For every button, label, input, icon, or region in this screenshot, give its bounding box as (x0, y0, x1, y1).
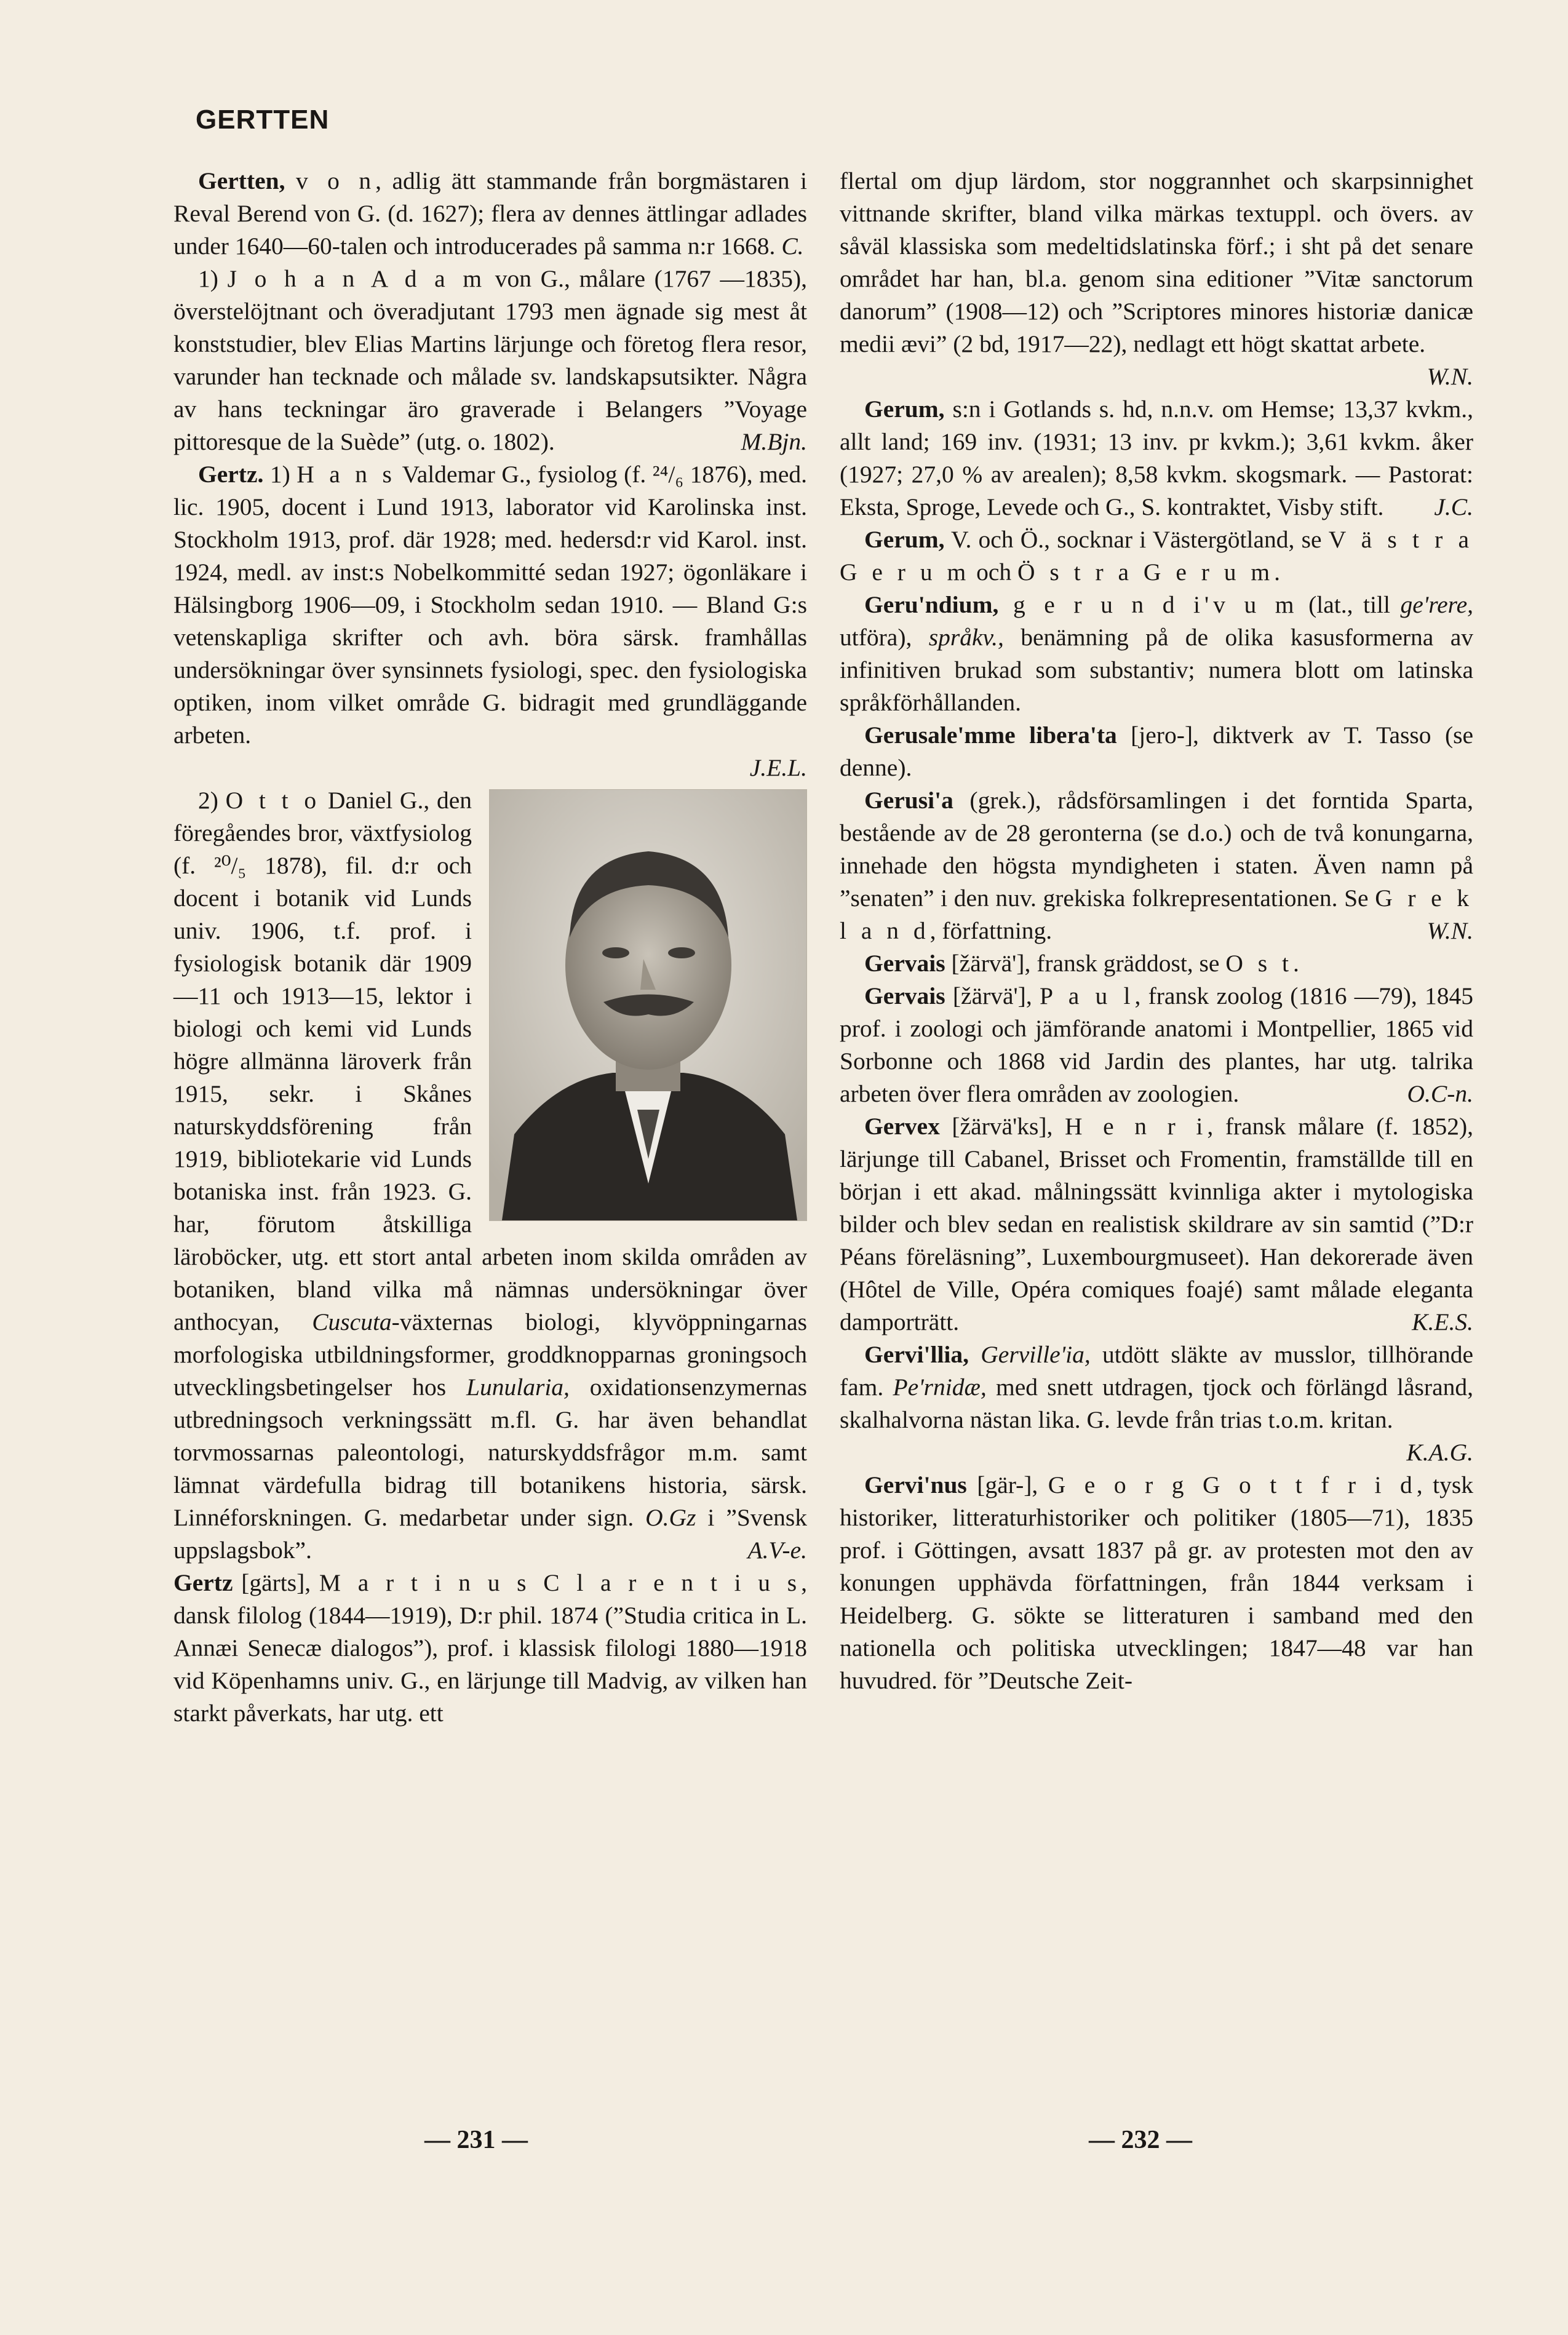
entry-number: 2) (198, 787, 226, 814)
right-column (840, 165, 1473, 1697)
entry-text: [žärvä'ks], (939, 1113, 1065, 1140)
headword: Gervi'llia, (864, 1341, 969, 1368)
headword: Gerum, (864, 396, 945, 423)
entry-gerum-gotland (840, 393, 1473, 523)
spaced-name: J o h a n A d a m (227, 265, 487, 292)
italic-term: O.Gz (645, 1504, 696, 1531)
entry-text: Valdemar G., fysiolog (f. ²⁴/₆ 1876), med. lic. 1905, docent i Lund 1913, laborator vid Karolinska inst. Stockholm 1913, prof. där 1928; med. hedersd:r vid Karol. inst. 1924, medl. av inst:s Nobelkommitté sedan 1927; ögonläkare i Hälsingborg 1906—09, i Stockholm sedan 1910. — Bland G:s vetenskapliga skrifter och avh. böra särsk. framhållas undersökningar över synsinnets fysiologi, spec. den fysiologiska optiken, inom vilket område G. bidragit med grundläggande arbeten. (173, 461, 807, 749)
entry-text: [gär-], (966, 1471, 1048, 1498)
entry-text: (grek.), rådsförsamlingen i det forntida Sparta, bestående av de 28 geronterna (se d.o.) och de två konungarna, innehade den högsta myndigheten i staten. Även namn på ”senaten” i den nuv. grekiska folkrepresentationen. Se (840, 787, 1473, 912)
entry-text: oxidationsenzymernas utbredningsoch verkningssätt m.fl. G. har även behandlat torvmossarnas paleontologi, naturskyddsfrågor m.m. samt lämnat värdefulla bidrag till botanikens historia, särsk. Linnéforskningen. G. medarbetar under sign. (173, 1374, 807, 1531)
signature: K.A.G. (1406, 1439, 1473, 1466)
italic-term: Cuscuta (312, 1308, 392, 1335)
headword: Gertz (173, 1569, 233, 1596)
signature: O.C-n. (1407, 1080, 1473, 1107)
spaced-name: G e o r g G o t t f r i d (1048, 1471, 1417, 1498)
entry-text: . (1274, 559, 1280, 586)
signature: A.V-e. (747, 1537, 807, 1564)
entry-gertz-martinus (173, 1567, 807, 1730)
entry-gerundium (840, 589, 1473, 719)
entry-text: , fransk målare (f. 1852), lärjunge till Cabanel, Brisset och Fromentin, framställde till en början i ett akad. målningssätt kvinnliga akter i mytologiska bilder och blev sedan en realistisk skildrare av sin samtid (”D:r Péans föreläsning”, Luxembourgmuseet). Han dekorerade även (Hôtel de Ville, Opéra comiques foajé) samt målade eleganta damporträtt. (840, 1113, 1474, 1335)
entry-gervex (840, 1110, 1473, 1339)
italic-term: Pe'rnidæ, (893, 1374, 987, 1401)
entry-johan-adam (173, 263, 807, 458)
entry-continuation (840, 165, 1473, 390)
italic-term: språkv., (928, 624, 1004, 651)
signature: W.N. (1427, 363, 1473, 390)
entry-gertz-hans (173, 458, 807, 784)
spaced-name: O t t o (225, 787, 321, 814)
portrait-image (490, 790, 806, 1220)
entry-text: och (970, 559, 1017, 586)
headword: Gerusi'a (864, 787, 953, 814)
entry-number: 1) (263, 461, 297, 488)
entry-gervinus (840, 1469, 1473, 1697)
headword: Gervais (864, 982, 945, 1009)
entry-text: , fransk zoolog (1816 —79), 1845 prof. i zoologi och jämförande anatomi i Montpellier, 1865 vid Sorbonne och 1868 vid Jardin des plantes, har utg. talrika arbeten över flera områden av zoologien. (840, 982, 1473, 1107)
entry-number: 1) (198, 265, 228, 292)
entry-text: -växternas biologi, klyvöppningarnas morfologiska utbildningsformer, groddknopparnas groningsoch utvecklingsbetingelser hos (173, 1308, 807, 1401)
spaced-name: P a u l (1039, 982, 1135, 1009)
page-number-left: — 231 — (424, 2126, 528, 2154)
headword: Gerum, (864, 526, 945, 553)
spaced-name: O s t (1225, 950, 1293, 977)
headword: Gervais (864, 950, 945, 977)
entry-text: Daniel G., den föregåendes bror, växtfysiolog (f. ²⁰/₅ 1878), fil. d:r och docent i botanik vid Lunds univ. 1906, t.f. prof. i fysiologisk botanik där 1909—11 och 1913—15, lektor i biologi och kemi vid Lunds högre allmänna läroverk från 1915, sekr. i Skånes naturskyddsförening från 1919, bibliotekarie vid Lunds botaniska inst. från 1923. G. har, förutom åtskilliga läroböcker, utg. ett stort antal arbeten inom skilda områden av botaniken, bland vilka må nämnas undersökningar över anthocyan, (173, 787, 807, 1335)
entry-gertten (173, 165, 807, 263)
signature: C. (781, 233, 804, 260)
entry-text: i ”Svensk uppslagsbok”. (173, 1504, 807, 1564)
spaced-name: v o n (295, 167, 376, 194)
left-column (173, 165, 807, 1730)
signature: J.C. (1434, 493, 1473, 520)
entry-gervais-paul (840, 980, 1473, 1110)
headword: Gervex (864, 1113, 940, 1140)
spaced-name: Ö s t r a G e r u m (1017, 559, 1275, 586)
headword: Gerusale'mme libera'ta (864, 722, 1117, 749)
headword: Gertten, (198, 167, 285, 194)
italic-term: Lunularia, (466, 1374, 570, 1401)
headword: Gervi'nus (864, 1471, 967, 1498)
spaced-name: H e n r i (1064, 1113, 1208, 1140)
entry-text: [žärvä'], fransk gräddost, se (945, 950, 1226, 977)
entry-text: utdött släkte av musslor, tillhörande fam. (840, 1341, 1473, 1401)
signature: W.N. (1427, 917, 1473, 944)
portrait-photo (489, 789, 807, 1221)
entry-gerum-vastergotland (840, 523, 1473, 589)
entry-text: , dansk filolog (1844—1919), D:r phil. 1874 (”Studia critica in L. Annæi Senecæ dialogos”), prof. i klassisk filologi 1880—1918 vid Köpenhamns univ. G., en lärjunge till Madvig, av vilken han starkt påverkats, har utg. ett (173, 1569, 807, 1727)
entry-text: flertal om djup lärdom, stor noggrannhet och skarpsinnighet vittnande skrifter, bland vilka märkas textuppl. och övers. av såväl klassiska som medeltidslatinska förf.; i sht på det senare området har han, bl.a. genom sina editioner ”Vitæ sanctorum danorum” (1908—12) och ”Scriptores minores historiæ danicæ medii ævi” (2 bd, 1917—22), nedlagt ett högt skattat arbete. (840, 167, 1473, 357)
signature: K.E.S. (1412, 1308, 1473, 1335)
spaced-name: V ä s t r a G e r u m (840, 526, 1473, 586)
entry-text: med snett utdragen, tjock och förlängd låsrand, skalhalvorna nästan lika. G. levde från trias t.o.m. kritan. (840, 1374, 1473, 1433)
page-number-right: — 232 — (1089, 2126, 1192, 2154)
entry-text: . (1292, 950, 1299, 977)
entry-text: (lat., till (1298, 591, 1401, 618)
running-head: GERTTEN (196, 105, 330, 135)
italic-term: ge'rere, (1400, 591, 1473, 618)
entry-text: [žärvä'], (945, 982, 1040, 1009)
entry-text: V. och Ö., socknar i Västergötland, se (944, 526, 1329, 553)
spaced-name: M a r t i n u s C l a r e n t i u s (319, 1569, 802, 1596)
spaced-name: g e r u n d i'v u m (998, 591, 1299, 618)
headword: Geru'ndium, (864, 591, 999, 618)
headword: Gertz. (198, 461, 264, 488)
entry-gerusia (840, 784, 1473, 947)
signature: M.Bjn. (741, 428, 807, 455)
entry-text: s:n i Gotlands s. hd, n.n.v. om Hemse; 13,37 kvkm., allt land; 169 inv. (1931; 13 inv. pr kvkm.); 3,61 kvkm. åker (1927; 27,0 % av arealen); 8,58 kvkm. skogsmark. — Pastorat: Eksta, Sproge, Levede och G., S. kontraktet, Visby stift. (840, 396, 1473, 520)
entry-gervais-cheese (840, 947, 1473, 980)
signature: J.E.L. (749, 754, 807, 781)
entry-gervillia (840, 1339, 1473, 1469)
entry-text: [jero-], diktverk av T. Tasso (se denne). (840, 722, 1473, 781)
entry-text: , författning. (929, 917, 1053, 944)
entry-text: von G., målare (1767 —1835), överstelöjtnant och överadjutant 1793 men ägnade sig mest åt konststudier, blev Elias Martins lärjunge och företog flera resor, varunder han tecknade och målade sv. landskapsutsikter. Några av hans teckningar äro graverade i Belangers ”Voyage pittoresque de la Suède” (utg. o. 1802). (173, 265, 807, 455)
entry-text: [gärts], (233, 1569, 319, 1596)
entry-gerusalemme (840, 719, 1473, 784)
italic-term: Gerville'ia, (969, 1341, 1091, 1368)
entry-text: , adlig ätt stammande från borgmästaren i Reval Berend von G. (d. 1627); flera av dennes ättlingar adlades under 1640—60-talen och introducerades på samma n:r 1668. (173, 167, 807, 260)
spaced-name: G r e k l a n d (840, 885, 1474, 944)
entry-text: , tysk historiker, litteraturhistoriker och politiker (1805—71), 1835 prof. i Göttingen, avsatt 1837 på gr. av protesten mot den av konungen upphävda författningen, från 1844 verksam i Heidelberg. G. sökte se litteraturen i samband med den nationella och politiska utvecklingen; 1847—48 var han huvudred. för ”Deutsche Zeit- (840, 1471, 1473, 1694)
spaced-name: H a n s (296, 461, 396, 488)
entry-text: utföra), (840, 624, 929, 651)
entry-text: benämning på de olika kasusformerna av infinitiven brukad som substantiv; numera blott om latinska språkförhållanden. (840, 624, 1474, 716)
